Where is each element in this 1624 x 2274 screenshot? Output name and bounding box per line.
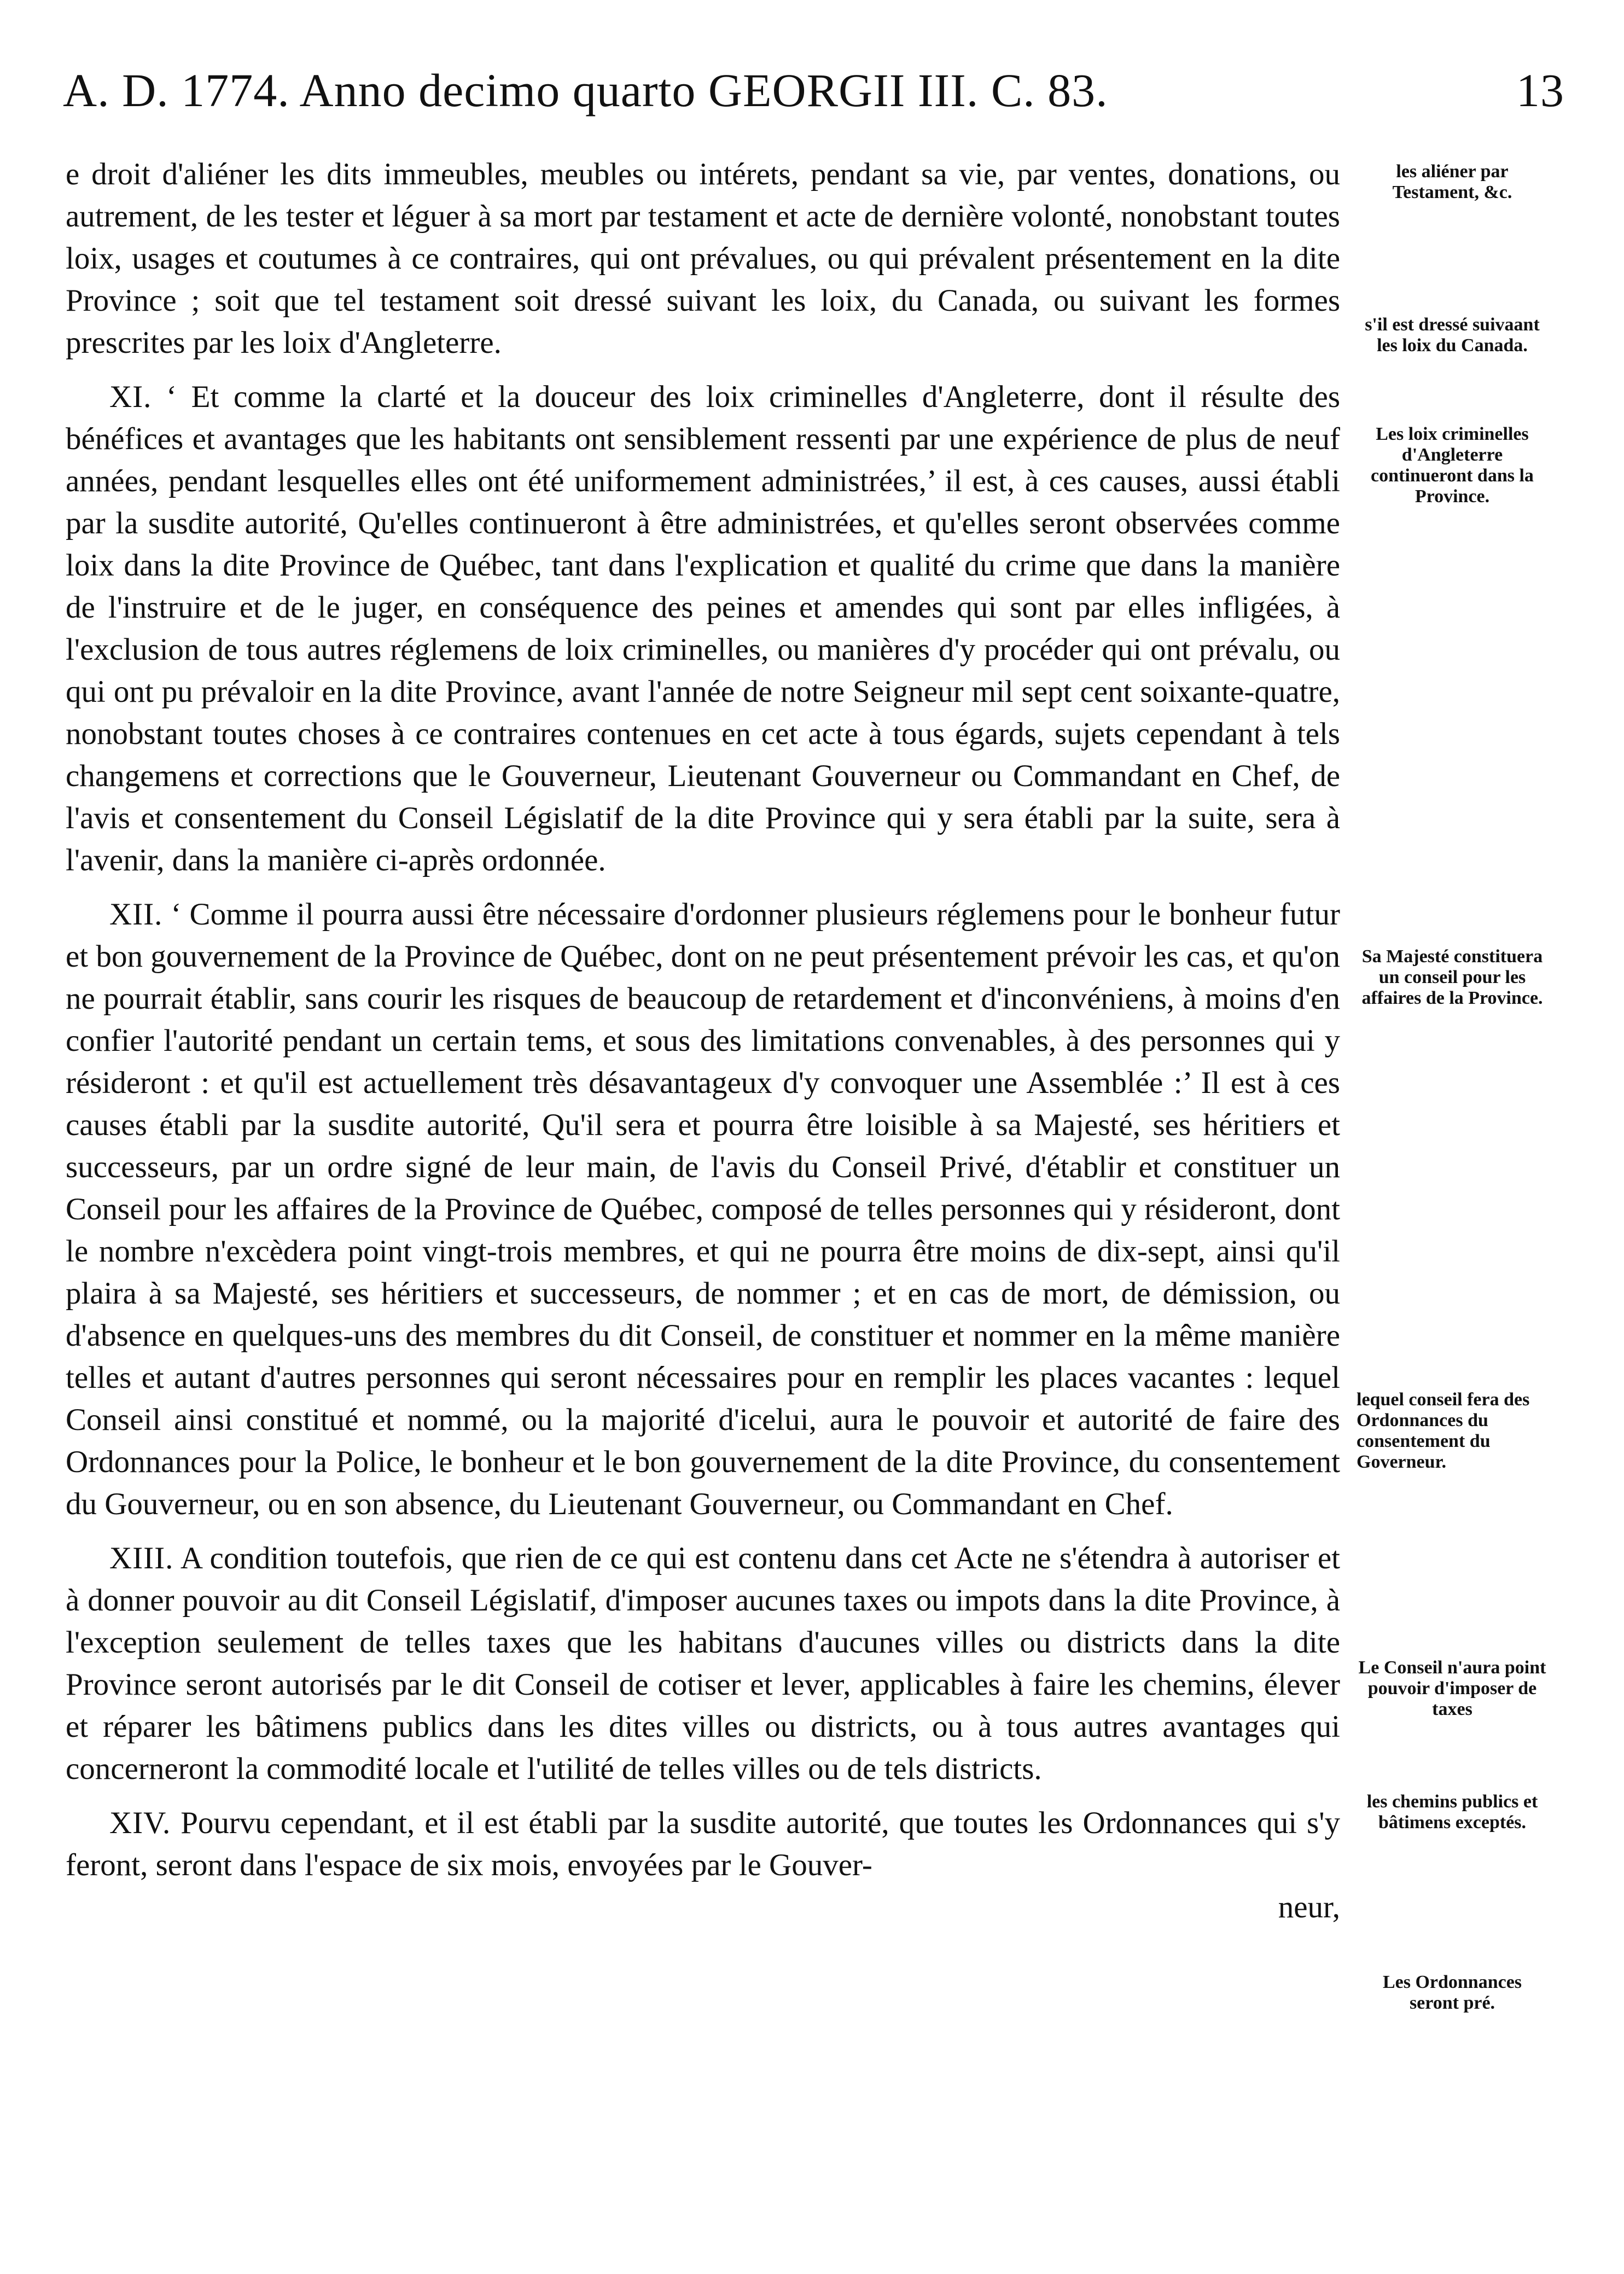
margin-note: s'il est dressé suivaant les loix du Canada. (1365, 315, 1540, 356)
margin-note: lequel conseil fera des Ordonnances du consentement du Governeur. (1357, 1389, 1530, 1472)
running-title: A. D. 1774. Anno decimo quarto GEORGII III. C. 83. (63, 64, 1108, 117)
page-header (63, 57, 1564, 123)
catchword-text: neur, (1278, 1890, 1340, 1924)
margin-note: Sa Majesté constituera un conseil pour les affaires de la Province. (1361, 946, 1543, 1008)
margin-note: Le Conseil n'aura point pouvoir d'imposer de taxes (1358, 1657, 1546, 1719)
paragraph-xii (66, 893, 1340, 1525)
margin-note: Les loix criminelles d'Angleterre continueront dans la Province. (1371, 424, 1534, 507)
page-number: 13 (1516, 64, 1564, 117)
paragraph-continued (66, 153, 1340, 364)
margin-note: les chemins publics et bâtimens exceptés. (1366, 1792, 1538, 1833)
section-number: XIV. (109, 1806, 171, 1840)
paragraph-xi (66, 376, 1340, 881)
paragraph-text: A condition toutefois, que rien de ce qui est contenu dans cet Acte ne s'étendra à autoriser et à donner pouvoir au dit Conseil Législatif, d'imposer aucunes taxes ou impots dans la dite Province, à l'exception seulement de telles taxes que les habitans d'aucunes villes ou districts dans la dite Province seront autorisés par le dit Conseil de cotiser et lever, applicables à faire les chemins, élever et réparer les bâtimens publics dans les dites villes ou districts, ou à tous autres avantages qui concerneront la commodité locale et l'utilité de telles villes ou de tels districts. (66, 1541, 1340, 1786)
paragraph-text: e droit d'aliéner les dits immeubles, meubles ou intérets, pendant sa vie, par ventes, donations, ou autrement, de les tester et léguer à sa mort par testament et acte de dernière volonté, nonobstant toutes loix, usages et coutumes à ce contraires, qui ont prévalues, ou qui prévalent présentement en la dite Province ; soit que tel testament soit dressé suivant les loix, du Canada, ou suivant les formes prescrites par les loix d'Angleterre. (66, 157, 1340, 360)
paragraph-text: Pourvu cependant, et il est établi par la susdite autorité, que toutes les Ordonnances qui s'y feront, seront dans l'espace de six mois, envoyées par le Gouver- (66, 1806, 1341, 1882)
paragraph-text: ‘ Et comme la clarté et la douceur des loix criminelles d'Angleterre, dont il résulte des bénéfices et avantages que les habitants ont sensiblement ressenti par une expérience de plus de neuf années, pendant lesquelles elles ont été uniformement administrées,’ il est, à ces causes, aussi établi par la susdite autorité, Qu'elles continueront à être administrées, et qu'elles seront observées comme loix dans la dite Province de Québec, tant dans l'explication et qualité du crime que dans la manière de l'instruire et de le juger, en conséquence des peines et amendes qui sont par elles infligées, à l'exclusion de tous autres réglemens de loix criminelles, ou manières d'y procéder qui ont prévalu, ou qui ont pu prévaloir en la dite Province, avant l'année de notre Seigneur mil sept cent soixante-quatre, nonobstant toutes choses à ce contraires contenues en cet acte à tous égards, sujets cependant à tels changemens et corrections que le Gouverneur, Lieutenant Gouverneur ou Commandant en Chef, de l'avis et consentement du Conseil Législatif de la dite Province qui y sera établi par la suite, sera à l'avenir, dans la manière ci-après ordonnée. (66, 380, 1340, 877)
section-number: XI. (109, 380, 152, 414)
paragraph-text: ‘ Comme il pourra aussi être nécessaire d'ordonner plusieurs réglemens pour le bonheur futur et bon gouvernement de la Province de Québec, dont on ne peut présentement prévoir les cas, et qu'on ne pourrait établir, sans courir les risques de beaucoup de retardement et d'inconvéniens, à moins d'en confier l'autorité pendant un certain tems, et sous des limitations convenables, à des personnes qui y résideront : et qu'il est actuellement très désavantageux d'y convoquer une Assemblée :’ Il est à ces causes établi par la susdite autorité, Qu'il sera et pourra être loisible à sa Majesté, ses héritiers et successeurs, par un ordre signé de leur main, de l'avis du Conseil Privé, d'établir et constituer un Conseil pour les affaires de la Province de Québec, composé de telles personnes qui y résideront, dont le nombre n'excèdera point vingt-trois membres, et qui ne pourra être moins de dix-sept, ainsi qu'il plaira à sa Majesté, ses héritiers et successeurs, de nommer ; et en cas de mort, de démission, ou d'absence en quelques-uns des membres du dit Conseil, de constituer et nommer en la même manière telles et autant d'autres personnes qui seront nécessaires pour en remplir les places vacantes : lequel Conseil ainsi constitué et nommé, ou la majorité d'icelui, aura le pouvoir et autorité de faire des Ordonnances pour la Police, le bonheur et le bon gouvernement de la dite Province, du consentement du Gouverneur, ou en son absence, du Lieutenant Gouverneur, ou Commandant en Chef. (66, 897, 1340, 1521)
margin-note: Les Ordonnances seront pré. (1382, 1972, 1522, 2013)
main-text (66, 153, 1340, 1940)
paragraph-xiv (66, 1802, 1340, 1886)
paragraph-xiii (66, 1537, 1340, 1790)
catchword (66, 1886, 1340, 1928)
section-number: XIII. (109, 1541, 174, 1575)
margin-note: les aliéner par Testament, &c. (1392, 161, 1512, 202)
section-number: XII. (109, 897, 163, 932)
